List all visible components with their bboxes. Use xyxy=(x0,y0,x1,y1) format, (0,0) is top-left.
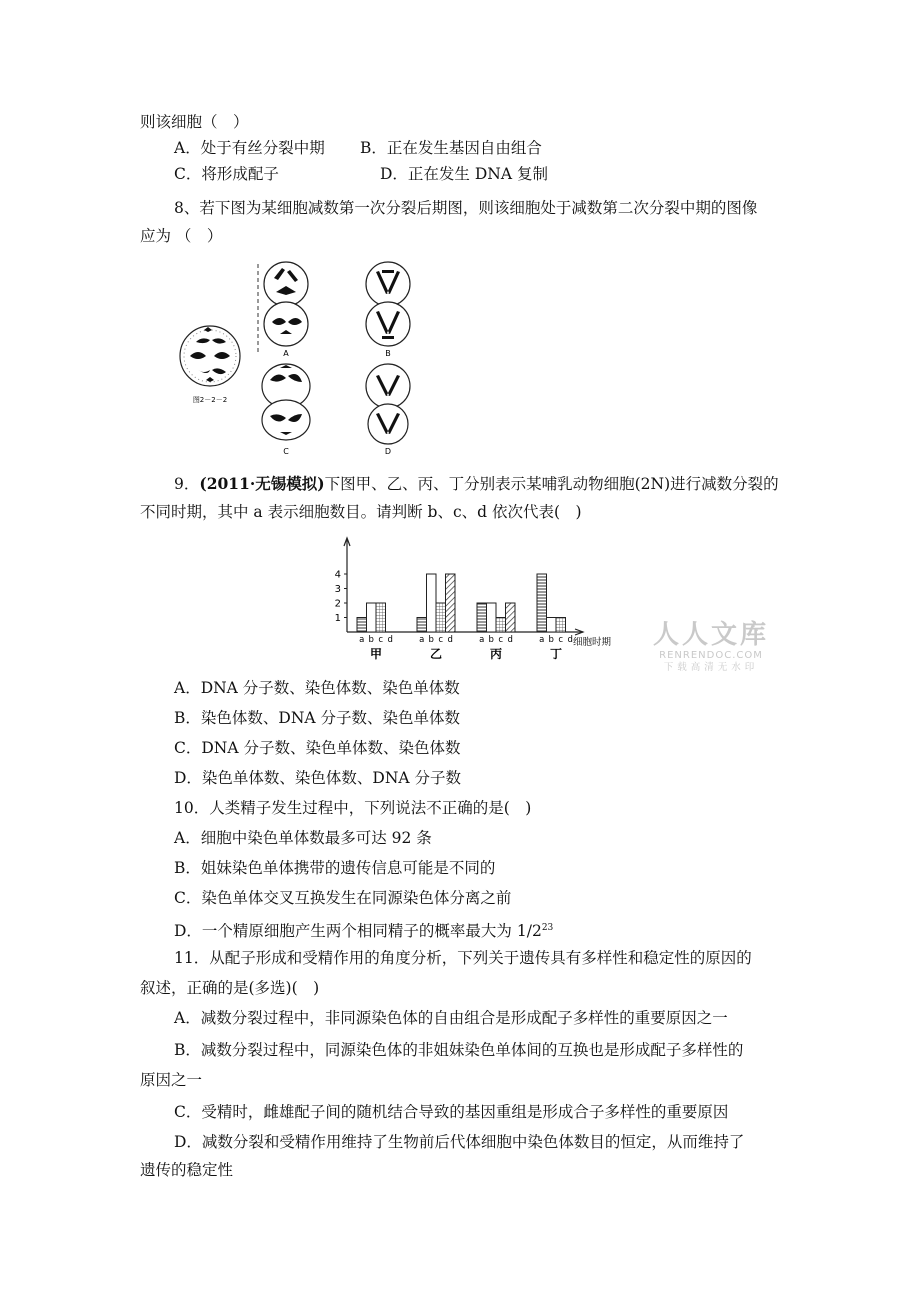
bar-letter-c: c xyxy=(438,635,444,645)
watermark-slogan: 下载高清无水印 xyxy=(663,662,759,673)
bar-c xyxy=(436,603,446,632)
bar-a xyxy=(537,574,547,632)
q11-option-b-line2: 原因之一 xyxy=(140,1071,203,1089)
y-tick-label: 4 xyxy=(334,569,341,581)
q7-stem-tail: 则该细胞（ ） xyxy=(140,113,249,131)
q11-option-d-line1: D．减数分裂和受精作用维持了生物前后代体细胞中染色体数目的恒定，从而维持了 xyxy=(174,1133,745,1151)
label-b: B xyxy=(385,349,391,358)
option-c-cells xyxy=(262,364,310,456)
x-axis-label: 细胞时期 xyxy=(573,637,612,648)
bar-letter-b: b xyxy=(368,635,374,645)
q10-option-d-exponent: 23 xyxy=(541,923,554,933)
q9-stem-rest: 下图甲、乙、丙、丁分别表示某哺乳动物细胞(2N)进行减数分裂的 xyxy=(324,475,779,493)
q9-number: 9． xyxy=(174,475,200,493)
bar-letter-b: b xyxy=(428,635,434,645)
category-label: 丙 xyxy=(489,647,503,661)
label-d: D xyxy=(384,447,392,456)
bar-a xyxy=(417,618,427,633)
q8-cell-figure xyxy=(170,256,430,462)
bar-letter-d: d xyxy=(447,635,453,645)
q11-option-a: A．减数分裂过程中，非同源染色体的自由组合是形成配子多样性的重要原因之一 xyxy=(174,1009,728,1027)
q9-option-b: B．染色体数、DNA 分子数、染色单体数 xyxy=(174,709,461,727)
q9-option-d: D．染色单体数、染色体数、DNA 分子数 xyxy=(174,769,462,787)
bar-d xyxy=(506,603,516,632)
q9-stem-line1 xyxy=(174,474,779,494)
watermark-site: RENRENDOC.COM xyxy=(659,650,763,661)
bar-d xyxy=(446,574,456,632)
bar-letter-d: d xyxy=(387,635,393,645)
bar-letter-a: a xyxy=(419,635,425,645)
bar-a xyxy=(357,618,367,633)
q11-option-b-line1: B．减数分裂过程中，同源染色体的非姐妹染色单体间的互换也是形成配子多样性的 xyxy=(174,1041,744,1059)
bar-b xyxy=(487,603,497,632)
watermark xyxy=(648,620,774,674)
main-cell-diagram xyxy=(180,326,240,404)
bar-letter-b: b xyxy=(548,635,554,645)
q11-option-d-line2: 遗传的稳定性 xyxy=(140,1161,234,1179)
q8-stem-line2: 应为 （ ） xyxy=(140,227,223,245)
bar-c xyxy=(376,603,386,632)
bar-letter-c: c xyxy=(558,635,564,645)
option-d-cells xyxy=(366,364,410,456)
bar-b xyxy=(367,603,377,632)
bar-letter-b: b xyxy=(488,635,494,645)
q9-stem-line2: 不同时期，其中 a 表示细胞数目。请判断 b、c、d 依次代表( ) xyxy=(140,503,582,521)
y-tick-label: 1 xyxy=(334,613,341,624)
label-a: A xyxy=(283,349,289,358)
q7-option-a: A．处于有丝分裂中期 xyxy=(174,139,325,157)
q7-option-b: B．正在发生基因自由组合 xyxy=(360,139,542,157)
q8-stem-line1: 8、若下图为某细胞减数第一次分裂后期图，则该细胞处于减数第二次分裂中期的图像 xyxy=(174,199,758,217)
q10-option-b: B．姐妹染色单体携带的遗传信息可能是不同的 xyxy=(174,859,496,877)
bar-letter-a: a xyxy=(539,635,545,645)
bar-c xyxy=(496,618,506,633)
label-c: C xyxy=(283,447,289,456)
bar-letter-c: c xyxy=(378,635,384,645)
q11-stem-line2: 叙述，正确的是(多选)( ) xyxy=(140,979,320,997)
q9-option-c: C．DNA 分子数、染色单体数、染色体数 xyxy=(174,739,461,757)
q10-option-a: A．细胞中染色单体数最多可达 92 条 xyxy=(174,829,432,847)
q9-option-a: A．DNA 分子数、染色体数、染色单体数 xyxy=(174,679,460,697)
bar-b xyxy=(547,618,557,633)
q11-stem-line1: 11．从配子形成和受精作用的角度分析，下列关于遗传具有多样性和稳定性的原因的 xyxy=(174,949,752,967)
bar-letter-a: a xyxy=(359,635,365,645)
q7-option-d: D．正在发生 DNA 复制 xyxy=(380,165,548,183)
y-tick-label: 2 xyxy=(334,598,341,610)
bar-letter-c: c xyxy=(498,635,504,645)
q10-option-d-text: D．一个精原细胞产生两个相同精子的概率最大为 1/2 xyxy=(174,922,542,941)
q10-option-d xyxy=(174,918,553,941)
watermark-title: 人人文库 xyxy=(652,620,769,650)
q9-source: (2011·无锡模拟) xyxy=(199,474,325,493)
bar-b xyxy=(427,574,437,632)
category-label: 丁 xyxy=(549,647,563,661)
q10-option-c: C．染色单体交叉互换发生在同源染色体分离之前 xyxy=(174,889,512,907)
bar-letter-a: a xyxy=(479,635,485,645)
q9-bar-chart xyxy=(325,534,625,664)
q11-option-c: C．受精时，雌雄配子间的随机结合导致的基因重组是形成合子多样性的重要原因 xyxy=(174,1103,729,1121)
bar-letter-d: d xyxy=(507,635,513,645)
q7-option-c: C．将形成配子 xyxy=(174,165,279,183)
bar-letter-d: d xyxy=(567,635,573,645)
q10-stem: 10．人类精子发生过程中，下列说法不正确的是( ) xyxy=(174,799,532,817)
option-a-cells xyxy=(264,262,308,358)
bar-c xyxy=(556,618,566,633)
y-tick-label: 3 xyxy=(334,584,341,595)
main-cell-caption: 图2－2－2 xyxy=(192,396,228,404)
bar-a xyxy=(477,603,487,632)
category-label: 甲 xyxy=(369,647,383,661)
option-b-cells xyxy=(366,262,410,358)
category-label: 乙 xyxy=(429,647,443,661)
